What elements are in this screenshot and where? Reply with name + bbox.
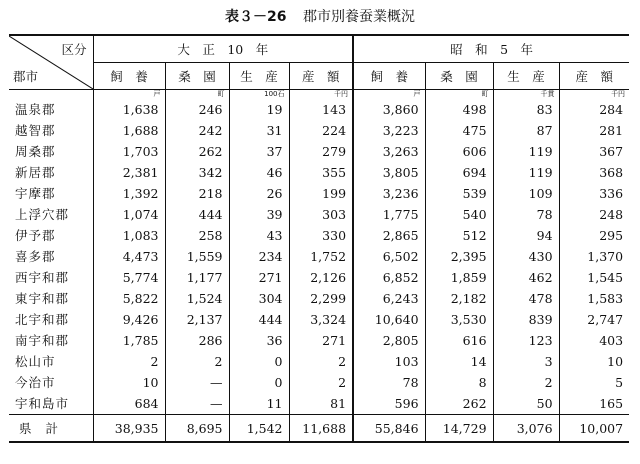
data-cell: 1,392 bbox=[93, 183, 165, 204]
unit-label: 町 bbox=[425, 90, 493, 100]
data-cell: 87 bbox=[493, 120, 559, 141]
column-header: 桑 園 bbox=[425, 63, 493, 90]
data-cell: 3,263 bbox=[353, 141, 425, 162]
data-cell: 462 bbox=[493, 267, 559, 288]
data-cell: 246 bbox=[165, 99, 229, 120]
unit-label: 千貫 bbox=[493, 90, 559, 100]
data-cell: 19 bbox=[229, 99, 289, 120]
data-cell: 839 bbox=[493, 309, 559, 330]
column-header: 産 額 bbox=[289, 63, 353, 90]
data-cell: 165 bbox=[599, 396, 624, 411]
district-name: 宇和島市 bbox=[9, 393, 93, 415]
data-cell: 475 bbox=[425, 120, 493, 141]
data-cell: 6,243 bbox=[353, 288, 425, 309]
table-row bbox=[9, 204, 629, 225]
data-cell: 10 bbox=[607, 354, 624, 369]
table-row bbox=[9, 309, 629, 330]
data-cell: 2 bbox=[93, 351, 165, 372]
data-cell: 2,182 bbox=[425, 288, 493, 309]
data-cell: 444 bbox=[229, 309, 289, 330]
district-name: 宇摩郡 bbox=[9, 183, 93, 204]
data-cell: 1,703 bbox=[93, 141, 165, 162]
data-cell: 5,822 bbox=[93, 288, 165, 309]
data-cell: 46 bbox=[229, 162, 289, 183]
data-cell: 368 bbox=[599, 165, 624, 180]
district-name: 伊予郡 bbox=[9, 225, 93, 246]
data-cell: 37 bbox=[229, 141, 289, 162]
data-cell: 2 bbox=[289, 351, 353, 372]
data-cell: 3,236 bbox=[353, 183, 425, 204]
data-cell: 304 bbox=[229, 288, 289, 309]
table-row bbox=[9, 330, 629, 351]
data-cell: 430 bbox=[493, 246, 559, 267]
unit-label: 千円 bbox=[611, 90, 626, 98]
data-cell: 103 bbox=[353, 351, 425, 372]
column-header: 産 額 bbox=[559, 63, 629, 90]
data-cell: 279 bbox=[289, 141, 353, 162]
unit-label: 戸 bbox=[353, 90, 425, 100]
data-cell: 1,074 bbox=[93, 204, 165, 225]
data-cell: 143 bbox=[289, 99, 353, 120]
data-cell: 336 bbox=[599, 186, 624, 201]
total-row bbox=[9, 415, 629, 443]
data-cell: 295 bbox=[599, 228, 624, 243]
unit-label: 町 bbox=[165, 90, 229, 100]
total-cell: 11,688 bbox=[289, 415, 353, 443]
data-cell: 4,473 bbox=[93, 246, 165, 267]
table-row bbox=[9, 372, 629, 393]
data-cell: 78 bbox=[493, 204, 559, 225]
period-header-taisho10: 大 正 10 年 bbox=[93, 35, 353, 63]
corner-label-district: 郡市 bbox=[13, 69, 39, 84]
district-name: 喜多郡 bbox=[9, 246, 93, 267]
unit-label: 100石 bbox=[229, 90, 289, 100]
data-cell: 119 bbox=[493, 162, 559, 183]
data-cell: 8 bbox=[425, 372, 493, 393]
data-cell: 94 bbox=[493, 225, 559, 246]
data-cell: 694 bbox=[425, 162, 493, 183]
district-name: 新居郡 bbox=[9, 162, 93, 183]
data-cell: 2,126 bbox=[289, 267, 353, 288]
data-cell: 5 bbox=[615, 375, 624, 390]
data-cell: 1,752 bbox=[289, 246, 353, 267]
data-cell: 303 bbox=[289, 204, 353, 225]
data-cell: 616 bbox=[425, 330, 493, 351]
district-name: 今治市 bbox=[9, 372, 93, 393]
data-cell: 218 bbox=[165, 183, 229, 204]
data-cell: 26 bbox=[229, 183, 289, 204]
total-cell: 8,695 bbox=[165, 415, 229, 443]
table-row bbox=[9, 351, 629, 372]
data-cell: 248 bbox=[599, 207, 624, 222]
data-cell: 1,785 bbox=[93, 330, 165, 351]
unit-label: 戸 bbox=[93, 90, 165, 100]
data-cell: 2,299 bbox=[289, 288, 353, 309]
data-cell: 540 bbox=[425, 204, 493, 225]
data-cell: 11 bbox=[229, 393, 289, 415]
data-cell: 284 bbox=[599, 102, 624, 117]
data-cell: 0 bbox=[229, 351, 289, 372]
data-cell: 10,640 bbox=[353, 309, 425, 330]
corner-header-cell bbox=[9, 35, 93, 90]
data-cell: 271 bbox=[289, 330, 353, 351]
data-cell: 512 bbox=[425, 225, 493, 246]
data-cell: 258 bbox=[165, 225, 229, 246]
data-cell: 1,524 bbox=[165, 288, 229, 309]
district-name: 上浮穴郡 bbox=[9, 204, 93, 225]
data-cell: 3 bbox=[493, 351, 559, 372]
data-cell: 199 bbox=[289, 183, 353, 204]
table-row bbox=[9, 99, 629, 120]
total-cell: 38,935 bbox=[93, 415, 165, 443]
district-name: 東宇和郡 bbox=[9, 288, 93, 309]
column-header: 生 産 bbox=[229, 63, 289, 90]
data-cell: 2,865 bbox=[353, 225, 425, 246]
data-cell: 367 bbox=[599, 144, 624, 159]
data-cell: 81 bbox=[289, 393, 353, 415]
header-row-columns bbox=[9, 63, 629, 90]
data-cell: 478 bbox=[493, 288, 559, 309]
data-cell: 3,223 bbox=[353, 120, 425, 141]
table-row bbox=[9, 393, 629, 415]
data-cell: 2,805 bbox=[353, 330, 425, 351]
data-cell: 1,370 bbox=[587, 249, 624, 264]
data-cell: 1,559 bbox=[165, 246, 229, 267]
data-cell: 355 bbox=[289, 162, 353, 183]
data-cell: 2,395 bbox=[425, 246, 493, 267]
data-cell: 43 bbox=[229, 225, 289, 246]
data-cell: 1,083 bbox=[93, 225, 165, 246]
unit-label: 千円 bbox=[289, 90, 353, 100]
data-cell: 0 bbox=[229, 372, 289, 393]
data-cell: 403 bbox=[599, 333, 624, 348]
data-cell: 606 bbox=[425, 141, 493, 162]
table-row bbox=[9, 246, 629, 267]
total-cell: 10,007 bbox=[559, 415, 629, 443]
data-cell: 3,530 bbox=[425, 309, 493, 330]
data-cell: 342 bbox=[165, 162, 229, 183]
data-cell: 6,852 bbox=[353, 267, 425, 288]
district-name: 周桑郡 bbox=[9, 141, 93, 162]
data-cell: 2 bbox=[165, 351, 229, 372]
data-cell: 1,775 bbox=[353, 204, 425, 225]
data-cell: 5,774 bbox=[93, 267, 165, 288]
data-cell: 2,747 bbox=[587, 312, 624, 327]
data-cell: 1,583 bbox=[587, 291, 624, 306]
data-cell: 6,502 bbox=[353, 246, 425, 267]
table-row bbox=[9, 141, 629, 162]
data-cell: — bbox=[165, 372, 229, 393]
data-cell: 330 bbox=[289, 225, 353, 246]
data-cell: 31 bbox=[229, 120, 289, 141]
data-cell: 539 bbox=[425, 183, 493, 204]
table-row bbox=[9, 225, 629, 246]
total-cell: 1,542 bbox=[229, 415, 289, 443]
table-row bbox=[9, 162, 629, 183]
district-name: 越智郡 bbox=[9, 120, 93, 141]
corner-label-category: 区分 bbox=[61, 42, 87, 57]
data-cell: 1,177 bbox=[165, 267, 229, 288]
data-cell: 281 bbox=[599, 123, 624, 138]
district-name: 西宇和郡 bbox=[9, 267, 93, 288]
data-cell: 1,688 bbox=[93, 120, 165, 141]
data-cell: 1,638 bbox=[93, 99, 165, 120]
period-header-showa5: 昭 和 5 年 bbox=[353, 35, 629, 63]
data-cell: 123 bbox=[493, 330, 559, 351]
data-cell: 684 bbox=[93, 393, 165, 415]
data-cell: 596 bbox=[353, 393, 425, 415]
data-cell: 2,137 bbox=[165, 309, 229, 330]
sericulture-table bbox=[9, 34, 629, 443]
table-row bbox=[9, 267, 629, 288]
data-cell: 2 bbox=[493, 372, 559, 393]
data-cell: — bbox=[165, 393, 229, 415]
table-row bbox=[9, 288, 629, 309]
data-cell: 9,426 bbox=[93, 309, 165, 330]
district-name: 北宇和郡 bbox=[9, 309, 93, 330]
data-cell: 1,859 bbox=[425, 267, 493, 288]
data-cell: 36 bbox=[229, 330, 289, 351]
total-cell: 3,076 bbox=[493, 415, 559, 443]
data-cell: 3,805 bbox=[353, 162, 425, 183]
table-title-text: 郡市別養蚕業概況 bbox=[302, 9, 415, 25]
column-header: 桑 園 bbox=[165, 63, 229, 90]
units-row bbox=[9, 90, 629, 100]
data-cell: 224 bbox=[289, 120, 353, 141]
data-cell: 50 bbox=[493, 393, 559, 415]
column-header: 飼 養 bbox=[93, 63, 165, 90]
data-cell: 3,860 bbox=[353, 99, 425, 120]
data-cell: 109 bbox=[493, 183, 559, 204]
data-cell: 286 bbox=[165, 330, 229, 351]
data-cell: 83 bbox=[493, 99, 559, 120]
data-cell: 271 bbox=[229, 267, 289, 288]
data-cell: 10 bbox=[93, 372, 165, 393]
total-label: 県計 bbox=[9, 415, 93, 443]
table-title bbox=[0, 6, 640, 28]
header-row-periods bbox=[9, 35, 629, 63]
column-header: 飼 養 bbox=[353, 63, 425, 90]
data-cell: 444 bbox=[165, 204, 229, 225]
column-header: 生 産 bbox=[493, 63, 559, 90]
data-cell: 262 bbox=[165, 141, 229, 162]
total-cell: 14,729 bbox=[425, 415, 493, 443]
data-cell: 78 bbox=[353, 372, 425, 393]
data-cell: 498 bbox=[425, 99, 493, 120]
data-cell: 242 bbox=[165, 120, 229, 141]
table-row bbox=[9, 120, 629, 141]
data-cell: 1,545 bbox=[587, 270, 624, 285]
data-cell: 2 bbox=[289, 372, 353, 393]
data-cell: 2,381 bbox=[93, 162, 165, 183]
total-cell: 55,846 bbox=[353, 415, 425, 443]
district-name: 温泉郡 bbox=[9, 99, 93, 120]
data-cell: 262 bbox=[425, 393, 493, 415]
table-row bbox=[9, 183, 629, 204]
table-number: 表３－26 bbox=[225, 9, 287, 25]
district-name: 南宇和郡 bbox=[9, 330, 93, 351]
district-name: 松山市 bbox=[9, 351, 93, 372]
data-cell: 234 bbox=[229, 246, 289, 267]
data-cell: 119 bbox=[493, 141, 559, 162]
data-cell: 14 bbox=[425, 351, 493, 372]
data-cell: 39 bbox=[229, 204, 289, 225]
data-cell: 3,324 bbox=[289, 309, 353, 330]
